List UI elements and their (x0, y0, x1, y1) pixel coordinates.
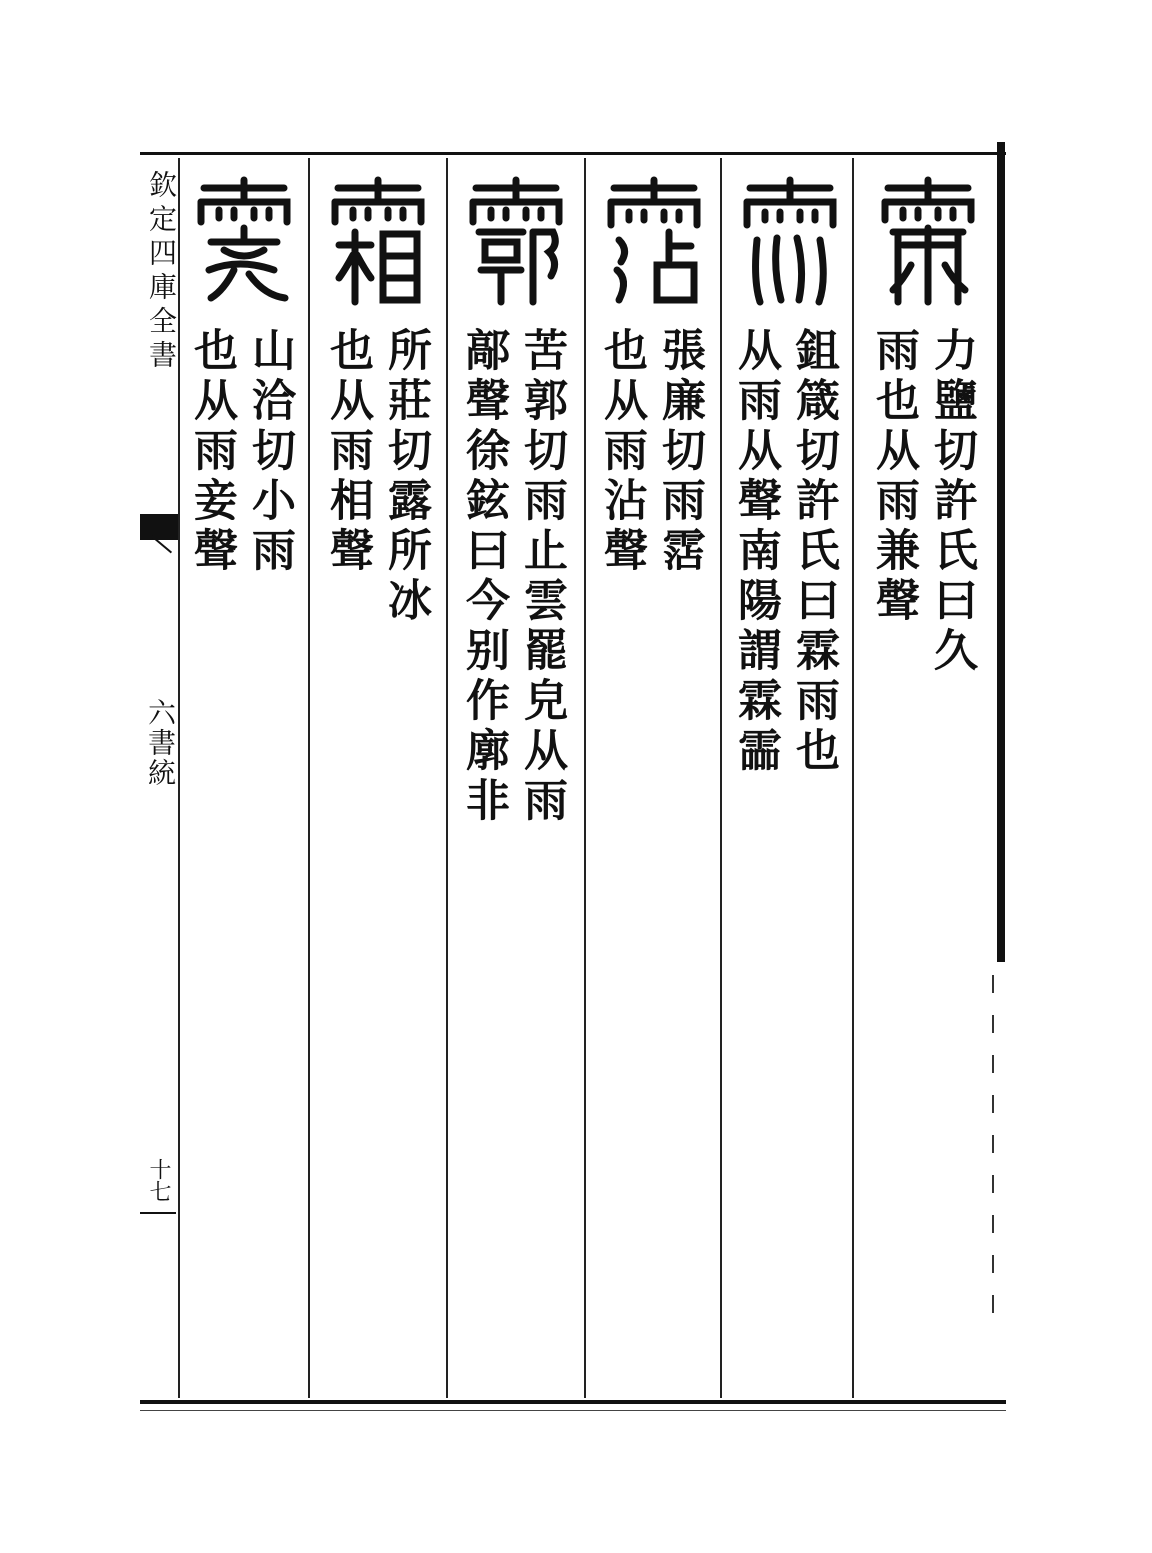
page-number-rule (140, 1212, 176, 1214)
column-divider (584, 158, 586, 1398)
column-divider (852, 158, 854, 1398)
column-divider (308, 158, 310, 1398)
page-number: 十七 (146, 1158, 171, 1202)
seal-character-shuang-icon (318, 165, 438, 315)
seal-character-qia-icon (184, 165, 304, 315)
entry-2 (724, 165, 852, 1395)
book-title: 六書統 (144, 698, 177, 788)
gloss-left-line: 鄗聲徐鉉曰今别作廓非 (458, 327, 509, 827)
right-border-rule (997, 142, 1005, 962)
gloss-left-line: 雨也从雨兼聲 (868, 327, 919, 627)
seal-character-zhan-icon (594, 165, 714, 315)
gloss-right-line: 張廉切雨霑 (654, 327, 705, 577)
entry-4 (450, 165, 582, 1395)
fishtail-mark (140, 514, 178, 540)
gloss-left-line: 从雨从聲南陽謂霖霝 (730, 327, 781, 777)
seal-character-kuo-icon (456, 165, 576, 315)
seal-character-lian-icon (868, 165, 988, 315)
gloss-right-line: 山洽切小雨 (244, 327, 295, 577)
gloss-right-line: 力鹽切許氏曰久 (926, 327, 977, 677)
column-divider (446, 158, 448, 1398)
seal-character-zhong-icon (730, 165, 850, 315)
gloss-left-line: 也从雨沾聲 (596, 327, 647, 577)
entry-1 (858, 165, 998, 1395)
column-divider (720, 158, 722, 1398)
gloss-left-line: 也从雨相聲 (322, 327, 373, 577)
bottom-border-rule (140, 1400, 1006, 1404)
bottom-border-rule-thin (140, 1410, 1006, 1411)
entry-3 (588, 165, 718, 1395)
top-border-rule (140, 152, 1006, 155)
gloss-right-line: 苦郭切雨止雲罷皃从雨 (516, 327, 567, 827)
entry-5 (312, 165, 444, 1395)
gloss-right-line: 鉏箴切許氏曰霖雨也 (788, 327, 839, 777)
collection-title: 欽定四庫全書 (145, 170, 178, 374)
entry-6 (182, 165, 306, 1395)
gloss-right-line: 所莊切露所冰 (380, 327, 431, 627)
gloss-left-line: 也从雨妾聲 (186, 327, 237, 577)
